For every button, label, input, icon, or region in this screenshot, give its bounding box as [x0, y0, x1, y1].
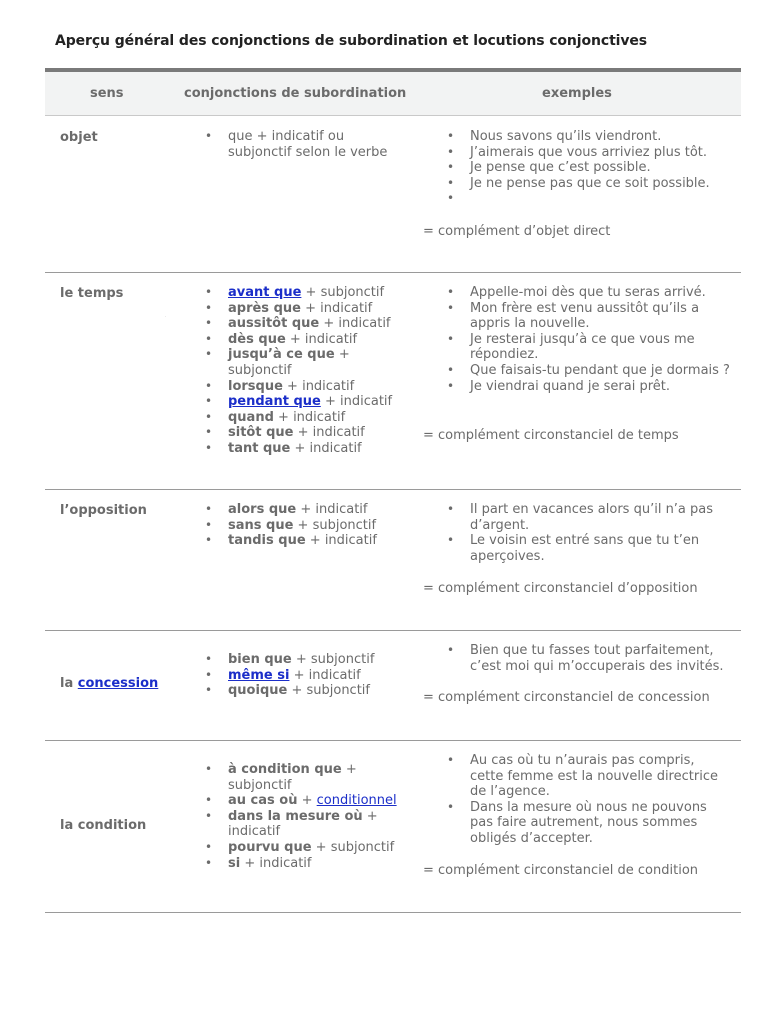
item-rest: + indicatif [290, 440, 362, 456]
table-row-temps [45, 273, 741, 490]
list-item [228, 316, 403, 332]
row-summary: = complément circonstanciel de concession [423, 690, 710, 705]
item-rest: + indicatif [320, 394, 393, 410]
item-rest: + indicatif [228, 808, 378, 840]
item-term: sitôt que [228, 425, 294, 441]
item-term: pourvu que [228, 839, 312, 855]
list-item [228, 762, 403, 793]
example-list [470, 129, 730, 207]
list-item: • Il part en vacances alors qu’il n’a pas d’argent. [470, 502, 730, 533]
stray-dot: . [165, 313, 167, 318]
list-item: • Bien que tu fasses tout parfaitement, c’est moi qui m’occuperais des invités. [470, 643, 730, 674]
list-item [228, 332, 403, 348]
item-term: bien que [228, 652, 292, 667]
item-term: tandis que [228, 533, 306, 549]
item-term: si [228, 855, 241, 871]
item-rest: + indicatif [282, 378, 355, 394]
item-rest: + subjonctif [293, 517, 377, 533]
table-row-opposition [45, 490, 741, 631]
list-item: • que + indicatif ou subjonctif selon le verbe [228, 129, 403, 160]
table-row-concession [45, 631, 741, 741]
header-conjonctions: conjonctions de subordination [184, 86, 407, 101]
table-header [45, 72, 741, 116]
list-item: • Je pense que c’est possible. [470, 160, 730, 176]
item-rest: + indicatif [305, 533, 377, 549]
list-item [470, 191, 730, 207]
item-term: quoique [228, 683, 288, 699]
item-rest: + subjonctif [311, 839, 395, 855]
item-rest: + indicatif [289, 667, 361, 683]
list-item: • Je ne pense pas que ce soit possible. [470, 176, 730, 192]
sens-cell: objet [60, 130, 98, 145]
example-list [470, 502, 730, 564]
item-rest: + indicatif [285, 331, 358, 347]
conjunction-list [228, 652, 403, 699]
item-term: après que [228, 300, 301, 316]
link-avant-que[interactable]: avant que [228, 285, 302, 300]
list-item [228, 379, 403, 395]
conjunction-list [228, 502, 403, 549]
row-summary: = complément d’objet direct [423, 224, 611, 239]
list-item [228, 301, 403, 317]
link-concession[interactable]: concession [77, 676, 159, 691]
conjunctions-table [45, 68, 741, 913]
item-term: sans que [228, 517, 294, 533]
list-item: • Je resterai jusqu’à ce que vous me répondiez. [470, 332, 730, 363]
page-title: Aperçu général des conjonctions de subordination et locutions conjonctives [55, 33, 648, 49]
list-item [228, 793, 403, 809]
list-item [228, 441, 403, 457]
row-summary: = complément circonstanciel d’opposition [423, 581, 698, 596]
item-term: quand [228, 409, 274, 425]
sens-prefix: la [60, 676, 78, 691]
conjunction-list [228, 285, 403, 457]
item-rest: + indicatif [319, 316, 391, 332]
item-rest: + subjonctif [228, 347, 350, 378]
item-term: à condition que [228, 762, 342, 777]
list-item [228, 518, 403, 534]
item-term: aussitôt que [228, 316, 320, 332]
item-rest: + indicatif [273, 409, 346, 425]
link-conditionnel[interactable]: conditionnel [316, 793, 397, 809]
list-item [228, 652, 403, 668]
item-rest: + subjonctif [301, 285, 385, 300]
sens-cell: le temps [60, 286, 124, 301]
item-term: dans la mesure où [228, 808, 363, 824]
sens-cell: l’opposition [60, 503, 147, 518]
item-rest: + indicatif [240, 855, 312, 871]
row-summary: = complément circonstanciel de condition [423, 863, 699, 878]
list-item: • Dans la mesure où nous ne pouvons pas faire autrement, nous sommes obligés d’accepter. [470, 800, 730, 847]
list-item [228, 285, 403, 301]
list-item [228, 840, 403, 856]
sens-cell [60, 676, 158, 691]
list-item: • Je viendrai quand je serai prêt. [470, 379, 730, 395]
list-item [228, 668, 403, 684]
list-item [228, 394, 403, 410]
item-rest: + [297, 793, 317, 809]
list-item: • Au cas où tu n’aurais pas compris, cette femme est la nouvelle directrice de l’agence. [470, 753, 730, 800]
list-item [228, 410, 403, 426]
item-term: dès que [228, 331, 286, 347]
item-rest: + subjonctif [291, 652, 375, 667]
link-meme-si[interactable]: même si [228, 667, 290, 683]
item-rest: + indicatif [293, 425, 365, 441]
list-item [228, 856, 403, 872]
list-item: • Que faisais-tu pendant que je dormais ? [470, 363, 730, 379]
example-list [470, 643, 730, 674]
link-pendant-que[interactable]: pendant que [228, 394, 321, 410]
item-term: tant que [228, 440, 291, 456]
item-rest: + subjonctif [287, 683, 370, 699]
list-item: • Le voisin est entré sans que tu t’en aperçoives. [470, 533, 730, 564]
table-row-condition [45, 741, 741, 913]
list-item [228, 683, 403, 699]
list-item: • Appelle-moi dès que tu seras arrivé. [470, 285, 730, 301]
sens-cell: la condition [60, 818, 147, 833]
list-item [228, 347, 403, 378]
example-list [470, 753, 730, 847]
example-list [470, 285, 730, 394]
list-item [228, 502, 403, 518]
row-summary: = complément circonstanciel de temps [423, 428, 679, 443]
header-sens: sens [90, 86, 124, 101]
list-item: • J’aimerais que vous arriviez plus tôt. [470, 145, 730, 161]
header-exemples: exemples [542, 86, 612, 101]
item-term: alors que [228, 502, 297, 517]
conjunction-list [228, 762, 403, 871]
item-rest: + subjonctif [228, 762, 357, 793]
list-item [228, 809, 403, 840]
conjunction-list [228, 129, 403, 160]
list-item [228, 533, 403, 549]
list-item [228, 425, 403, 441]
list-item: • Mon frère est venu aussitôt qu’ils a appris la nouvelle. [470, 301, 730, 332]
item-rest: + indicatif [296, 502, 368, 517]
item-term: lorsque [228, 378, 283, 394]
item-term: jusqu’à ce que [228, 347, 335, 363]
item-rest: + indicatif [300, 300, 373, 316]
list-item: • Nous savons qu’ils viendront. [470, 129, 730, 145]
item-term: au cas où [228, 793, 298, 809]
